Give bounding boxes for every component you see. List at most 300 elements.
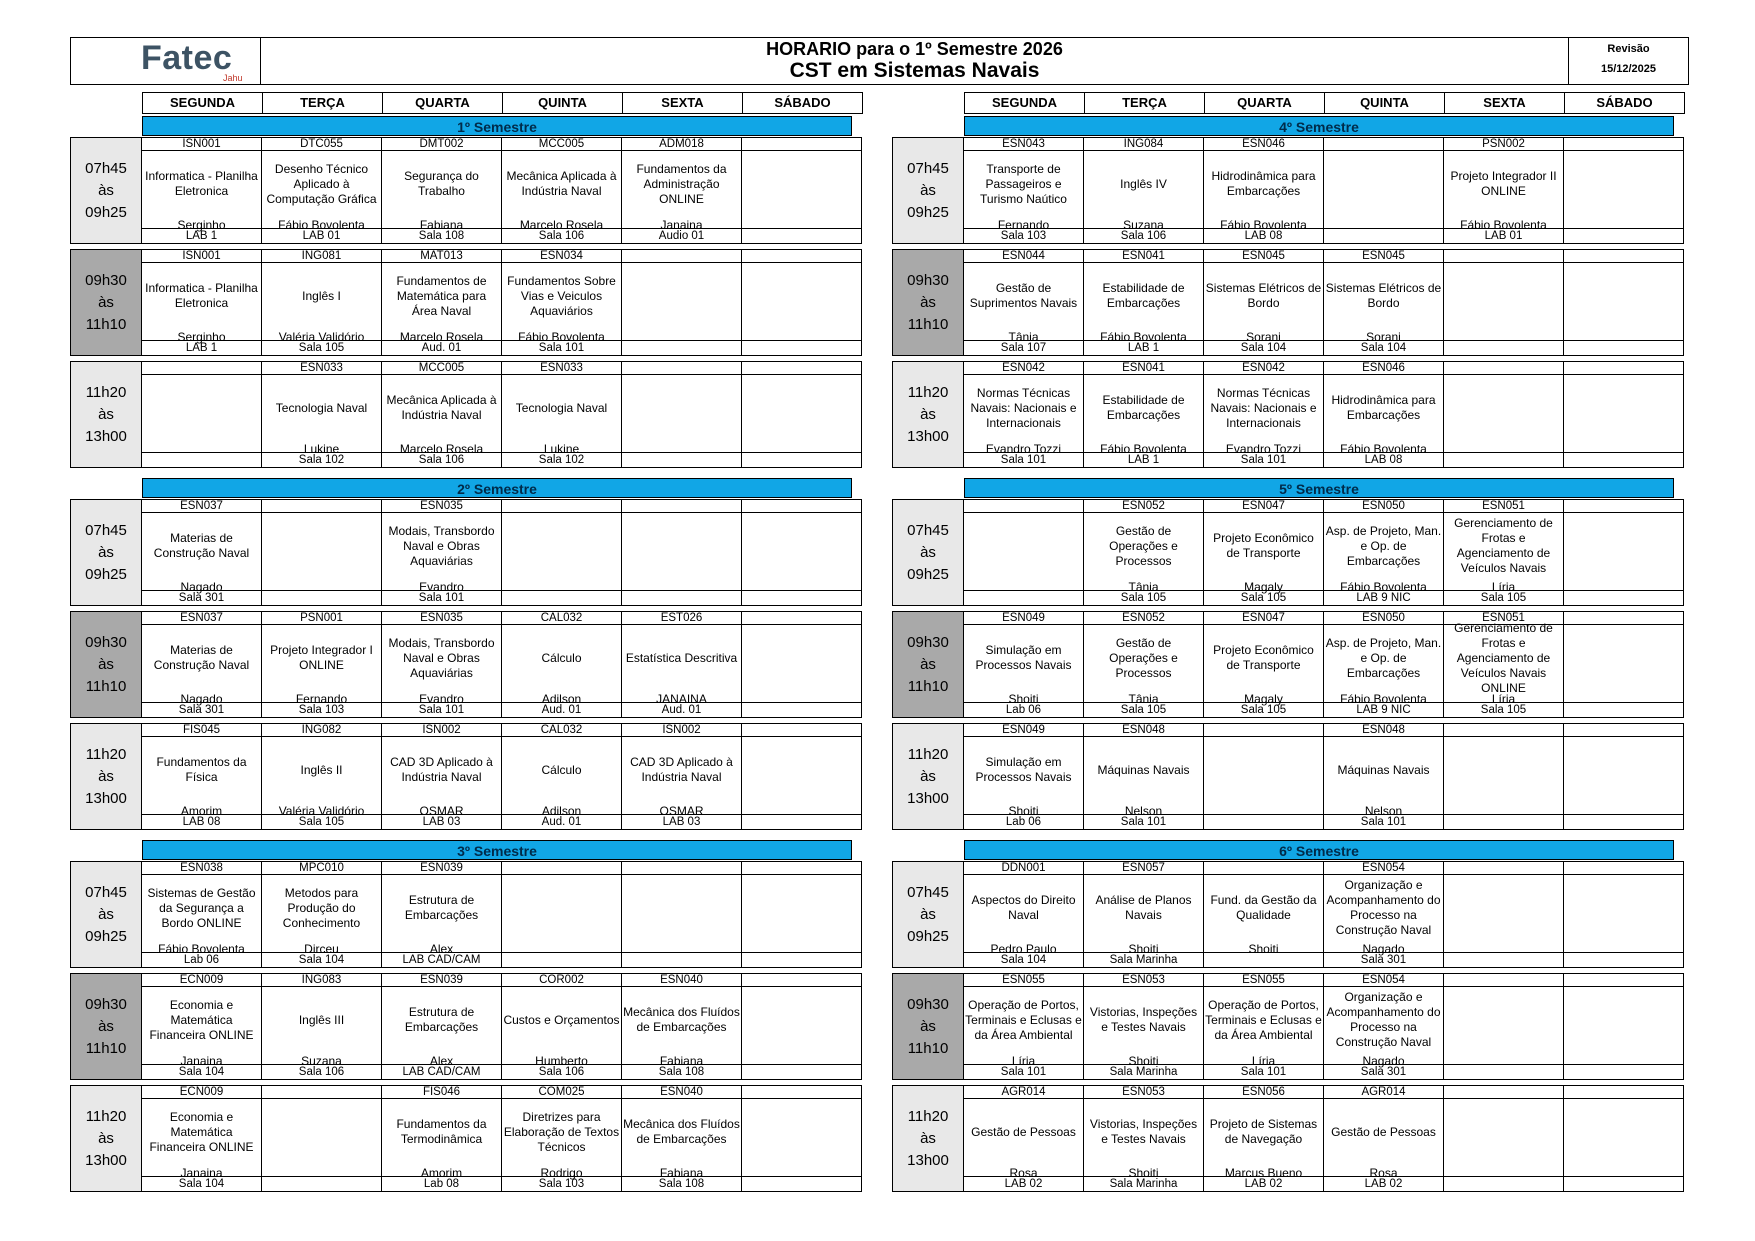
course-code: ING081: [262, 250, 381, 263]
class-cell: [1563, 137, 1684, 244]
course-code: EST026: [622, 612, 741, 625]
room-label: [1444, 1176, 1563, 1191]
professor-name: Marcus Bueno: [1224, 1166, 1303, 1180]
course-name: Materias de Construção Naval: [153, 531, 250, 560]
time-label: [70, 973, 142, 1080]
room-label: Sala 103: [964, 228, 1083, 243]
time-sep: às: [920, 767, 936, 785]
course-code: [1444, 1086, 1563, 1099]
class-grid: [142, 361, 867, 468]
course-code: MCC005: [382, 362, 501, 375]
course-name: [1565, 737, 1682, 803]
time-sep: às: [98, 543, 114, 561]
course-name: Fund. da Gestão da Qualidade: [1210, 893, 1317, 922]
course-code: ESN054: [1324, 862, 1443, 875]
course-name: [1565, 1099, 1682, 1165]
course-code: ESN050: [1324, 612, 1443, 625]
course-name: [743, 263, 860, 329]
time-start: 07h45: [85, 159, 127, 177]
professor-name: Tânia: [1128, 692, 1159, 706]
class-cell: [1443, 249, 1564, 356]
time-end: 09h25: [907, 203, 949, 221]
course-code: ESN048: [1084, 724, 1203, 737]
course-code: ESN035: [382, 500, 501, 513]
class-grid: [964, 137, 1689, 244]
time-slot-row: [892, 973, 1689, 1080]
course-code: ESN052: [1084, 612, 1203, 625]
room-label: Lab 06: [964, 702, 1083, 717]
course-code: ESN043: [964, 138, 1083, 151]
course-name: Inglês II: [300, 762, 343, 777]
course-name: [743, 151, 860, 217]
time-slot-row: [70, 973, 867, 1080]
room-label: Sala 301: [142, 702, 261, 717]
class-cell: [1323, 611, 1444, 718]
course-code: [742, 500, 861, 513]
course-code: ISN002: [382, 724, 501, 737]
course-code: [1324, 138, 1443, 151]
course-code: ESN046: [1324, 362, 1443, 375]
course-code: ESN042: [1204, 362, 1323, 375]
day-header-1: TERÇA: [1084, 92, 1205, 114]
class-cell: [1323, 137, 1444, 244]
class-cell: [381, 973, 502, 1080]
class-cell: [141, 361, 262, 468]
professor-name: Marcelo Rosela: [399, 330, 484, 344]
professor-name: Shoiti: [1008, 692, 1039, 706]
course-name: [263, 513, 380, 579]
professor-name: Marcelo Rosela: [399, 442, 484, 456]
page-title: HORARIO para o 1º Semestre 2026: [766, 39, 1063, 59]
course-name: Normas Técnicas Navais: Nacionais e Internacionais: [1210, 385, 1317, 430]
course-code: ESN037: [142, 612, 261, 625]
course-code: PSN001: [262, 612, 381, 625]
room-label: LAB 02: [964, 1176, 1083, 1191]
room-label: Sala 105: [1204, 702, 1323, 717]
course-name: Cálculo: [541, 762, 582, 777]
professor-name: OSMAR: [419, 804, 464, 818]
class-cell: [621, 973, 742, 1080]
time-end: 11h10: [907, 1039, 949, 1057]
time-sep: às: [920, 905, 936, 923]
course-code: ESN038: [142, 862, 261, 875]
professor-name: Magaly: [1244, 580, 1283, 594]
time-slot-row: [892, 499, 1689, 606]
professor-name: Shoiti: [1008, 804, 1039, 818]
course-name: Gerenciamento de Frotas e Agenciamento de Veículos Navais: [1454, 516, 1553, 575]
course-code: [622, 362, 741, 375]
room-label: LAB 1: [1084, 452, 1203, 467]
course-name: [743, 625, 860, 691]
course-code: MPC010: [262, 862, 381, 875]
room-label: Sala 107: [964, 340, 1083, 355]
room-label: [1324, 228, 1443, 243]
course-name: Gerenciamento de Frotas e Agenciamento de Veículos Navais ONLINE: [1454, 620, 1553, 695]
time-label: [70, 861, 142, 968]
room-label: [1564, 1176, 1683, 1191]
time-slot-row: [70, 361, 867, 468]
room-label: [742, 702, 861, 717]
room-label: [1204, 814, 1323, 829]
course-name: Diretrizes para Elaboração de Textos Técnicos: [503, 1109, 620, 1154]
course-name: [1565, 263, 1682, 329]
class-cell: [261, 973, 382, 1080]
time-slot-row: [70, 723, 867, 830]
professor-name: Valéria Validório: [278, 330, 365, 344]
time-start: 09h30: [85, 271, 127, 289]
course-name: Operação de Portos, Terminais e Eclusas e da Área Ambiental: [965, 997, 1082, 1042]
professor-name: Líria: [1491, 580, 1516, 594]
course-name: Fundamentos de Matemática para Área Naval: [396, 273, 487, 318]
room-label: Sala 104: [142, 1176, 261, 1191]
course-name: Inglês III: [298, 1012, 345, 1027]
course-code: [142, 362, 261, 375]
day-header-4: SEXTA: [1444, 92, 1565, 114]
professor-name: Pedro Paulo: [990, 942, 1057, 956]
class-cell: [1443, 973, 1564, 1080]
course-name: Informatica - Planilha Eletronica: [145, 169, 258, 198]
course-name: Projeto de Sistemas de Navegação: [1209, 1117, 1318, 1146]
course-code: [1564, 862, 1683, 875]
class-cell: [741, 861, 862, 968]
course-code: FIS045: [142, 724, 261, 737]
room-label: Sala Marinha: [1084, 1064, 1203, 1079]
class-grid: [964, 723, 1689, 830]
course-code: [1564, 724, 1683, 737]
class-cell: [501, 973, 622, 1080]
course-name: Segurança do Trabalho: [404, 169, 479, 198]
class-cell: [963, 973, 1084, 1080]
course-name: Projeto Integrador I ONLINE: [270, 643, 373, 672]
course-code: [742, 1086, 861, 1099]
room-label: Sala 106: [382, 452, 501, 467]
time-label: [70, 249, 142, 356]
professor-name: Lukine: [303, 442, 340, 456]
time-start: 09h30: [907, 271, 949, 289]
course-name: Gestão de Operações e Processos: [1109, 523, 1178, 568]
room-label: [502, 590, 621, 605]
class-cell: [1563, 361, 1684, 468]
room-label: LAB 03: [382, 814, 501, 829]
class-grid: [964, 611, 1689, 718]
room-label: Sala 101: [1204, 452, 1323, 467]
class-grid: [964, 1085, 1689, 1192]
class-cell: [141, 137, 262, 244]
course-name: [743, 875, 860, 941]
room-label: [1444, 952, 1563, 967]
course-code: ISN002: [622, 724, 741, 737]
time-slot-row: [892, 611, 1689, 718]
course-name: Economia e Matemática Financeira ONLINE: [149, 1109, 254, 1154]
professor-name: Rosa: [1369, 1166, 1398, 1180]
course-name: Sistemas Elétricos de Bordo: [1325, 281, 1442, 310]
time-slot-row: [892, 249, 1689, 356]
course-name: [1205, 737, 1322, 803]
room-label: [1564, 952, 1683, 967]
course-name: [743, 513, 860, 579]
room-label: [622, 340, 741, 355]
class-cell: [141, 973, 262, 1080]
course-code: ESN033: [262, 362, 381, 375]
course-code: ESN041: [1084, 362, 1203, 375]
course-code: [1444, 362, 1563, 375]
course-name: [1445, 263, 1562, 329]
class-cell: [1323, 249, 1444, 356]
room-label: LAB 02: [1204, 1176, 1323, 1191]
course-name: Normas Técnicas Navais: Nacionais e Internacionais: [970, 385, 1077, 430]
course-name: Gestão de Pessoas: [971, 1124, 1076, 1139]
course-name: Mecânica dos Fluídos de Embarcações: [623, 1117, 740, 1146]
course-name: [623, 263, 740, 329]
room-label: [742, 590, 861, 605]
class-grid: [964, 499, 1689, 606]
class-cell: [381, 249, 502, 356]
room-label: Sala 301: [1324, 1064, 1443, 1079]
time-start: 07h45: [85, 883, 127, 901]
time-label: [892, 361, 964, 468]
professor-name: Fábio Bovolenta: [518, 330, 605, 344]
class-cell: [741, 361, 862, 468]
professor-name: Suzana: [1123, 218, 1164, 232]
time-sep: às: [920, 181, 936, 199]
class-grid: [964, 861, 1689, 968]
professor-name: Fernando: [295, 692, 348, 706]
time-sep: às: [98, 181, 114, 199]
class-cell: [621, 249, 742, 356]
class-grid: [964, 973, 1689, 1080]
course-name: Vistorias, Inspeções e Testes Navais: [1089, 1005, 1198, 1034]
room-label: [742, 814, 861, 829]
class-cell: [261, 861, 382, 968]
class-cell: [1563, 499, 1684, 606]
page-header: [70, 37, 1689, 85]
professor-name: Alex: [429, 1054, 454, 1068]
professor-name: Evandro Tozzi: [985, 442, 1062, 456]
class-cell: [381, 1085, 502, 1192]
room-label: Sala 105: [262, 814, 381, 829]
time-start: 09h30: [85, 633, 127, 651]
time-sep: às: [920, 1017, 936, 1035]
course-code: AGR014: [964, 1086, 1083, 1099]
course-code: [622, 862, 741, 875]
professor-name: Shoiti: [1128, 1166, 1159, 1180]
room-label: Sala 108: [382, 228, 501, 243]
class-cell: [381, 499, 502, 606]
time-start: 07h45: [907, 521, 949, 539]
fatec-logo: [71, 38, 261, 84]
professor-name: Tânia: [1128, 580, 1159, 594]
time-end: 11h10: [85, 677, 127, 695]
course-name: [1565, 625, 1682, 691]
course-code: [622, 500, 741, 513]
class-cell: [621, 611, 742, 718]
class-cell: [741, 499, 862, 606]
time-label: [70, 1085, 142, 1192]
class-cell: [621, 723, 742, 830]
room-label: Aud. 01: [502, 702, 621, 717]
room-label: Sala Marinha: [1084, 1176, 1203, 1191]
time-slot-row: [892, 1085, 1689, 1192]
time-sep: às: [98, 655, 114, 673]
course-code: ESN040: [622, 1086, 741, 1099]
class-cell: [1563, 1085, 1684, 1192]
professor-name: Líria: [1251, 1054, 1276, 1068]
room-label: LAB 9 NIC: [1324, 702, 1443, 717]
room-label: Sala 103: [502, 1176, 621, 1191]
time-end: 13h00: [907, 789, 949, 807]
logo-subtext: Jahu: [223, 73, 243, 83]
course-code: COM025: [502, 1086, 621, 1099]
room-label: [1564, 1064, 1683, 1079]
course-name: Inglês I: [302, 288, 341, 303]
semester-banner: 5º Semestre: [964, 478, 1674, 498]
course-name: Projeto Econômico de Transporte: [1213, 643, 1314, 672]
class-cell: [1323, 973, 1444, 1080]
room-label: Aud. 01: [622, 702, 741, 717]
professor-name: Fábio Bovolenta: [1100, 330, 1187, 344]
time-slot-row: [70, 1085, 867, 1192]
course-code: ECN009: [142, 1086, 261, 1099]
course-name: Tecnologia Naval: [275, 400, 368, 415]
course-code: ING082: [262, 724, 381, 737]
room-label: Sala 101: [502, 340, 621, 355]
course-name: Estabilidade de Embarcações: [1102, 281, 1185, 310]
class-cell: [381, 861, 502, 968]
class-grid: [142, 973, 867, 1080]
course-code: ESN039: [382, 974, 501, 987]
room-label: [622, 590, 741, 605]
time-label: [892, 723, 964, 830]
professor-name: Sorani: [1246, 330, 1281, 344]
room-label: [622, 452, 741, 467]
room-label: Sala 103: [262, 702, 381, 717]
class-cell: [741, 1085, 862, 1192]
time-label: [892, 611, 964, 718]
day-header-row: [964, 92, 1685, 114]
class-grid: [142, 1085, 867, 1192]
professor-name: Janaina: [180, 1054, 223, 1068]
room-label: [742, 1064, 861, 1079]
room-label: Sala 106: [1084, 228, 1203, 243]
course-name: [623, 875, 740, 941]
class-cell: [963, 723, 1084, 830]
class-cell: [1083, 611, 1204, 718]
professor-name: Fábio Bovolenta: [278, 218, 365, 232]
course-code: ESN053: [1084, 974, 1203, 987]
day-header-2: QUARTA: [382, 92, 503, 114]
course-code: ISN001: [142, 250, 261, 263]
course-code: [1564, 362, 1683, 375]
course-name: Materias de Construção Naval: [153, 643, 250, 672]
course-name: Fundamentos da Física: [156, 755, 247, 784]
class-cell: [501, 137, 622, 244]
class-cell: [621, 861, 742, 968]
time-slot-row: [70, 861, 867, 968]
course-code: [742, 250, 861, 263]
professor-name: Humberto: [535, 1054, 588, 1068]
professor-name: Fábio Bovolenta: [1100, 442, 1187, 456]
course-name: Estabilidade de Embarcações: [1102, 393, 1185, 422]
course-code: ESN047: [1204, 500, 1323, 513]
course-name: Transporte de Passageiros e Turismo Naútico: [980, 161, 1067, 206]
class-cell: [1443, 499, 1564, 606]
day-header-row: [142, 92, 863, 114]
time-label: [892, 137, 964, 244]
course-code: AGR014: [1324, 1086, 1443, 1099]
room-label: Aud. 01: [502, 814, 621, 829]
room-label: Audio 01: [622, 228, 741, 243]
professor-name: Fabiana: [659, 1054, 704, 1068]
class-cell: [501, 611, 622, 718]
class-cell: [1563, 861, 1684, 968]
course-name: [743, 1099, 860, 1165]
course-code: [1564, 250, 1683, 263]
course-name: Modais, Transbordo Naval e Obras Aquaviárias: [388, 635, 495, 680]
course-name: Estatística Descritiva: [625, 650, 738, 665]
course-name: Mecânica Aplicada à Indústria Naval: [506, 169, 617, 198]
course-code: [742, 724, 861, 737]
course-code: DDN001: [964, 862, 1083, 875]
room-label: Sala 105: [1084, 590, 1203, 605]
room-label: [1444, 340, 1563, 355]
semester-banner: 3º Semestre: [142, 840, 852, 860]
time-end: 11h10: [907, 677, 949, 695]
class-cell: [963, 499, 1084, 606]
course-code: ESN046: [1204, 138, 1323, 151]
room-label: Sala 101: [1324, 814, 1443, 829]
time-slot-row: [70, 499, 867, 606]
course-code: [1444, 724, 1563, 737]
class-cell: [1323, 1085, 1444, 1192]
course-code: ESN056: [1204, 1086, 1323, 1099]
time-sep: às: [920, 405, 936, 423]
room-label: [1564, 228, 1683, 243]
professor-name: Líria: [1011, 1054, 1036, 1068]
course-code: ESN048: [1324, 724, 1443, 737]
class-cell: [1443, 723, 1564, 830]
class-cell: [141, 1085, 262, 1192]
professor-name: Fábio Bovolenta: [1220, 218, 1307, 232]
time-start: 07h45: [907, 883, 949, 901]
day-header-0: SEGUNDA: [142, 92, 263, 114]
course-name: Asp. de Projeto, Man. e Op. de Embarcações: [1325, 523, 1442, 568]
course-name: Mecânica dos Fluídos de Embarcações: [623, 1005, 740, 1034]
course-name: Projeto Integrador II ONLINE: [1450, 169, 1557, 198]
time-slot-row: [892, 723, 1689, 830]
course-code: CAL032: [502, 724, 621, 737]
professor-name: Suzana: [301, 1054, 342, 1068]
course-code: ESN037: [142, 500, 261, 513]
class-cell: [741, 611, 862, 718]
course-name: [263, 1099, 380, 1165]
room-label: Sala 105: [1444, 590, 1563, 605]
course-name: Hidrodinâmica para Embarcações: [1211, 169, 1316, 198]
room-label: [502, 952, 621, 967]
room-label: Sala 101: [382, 702, 501, 717]
class-cell: [1083, 249, 1204, 356]
course-name: Hidrodinâmica para Embarcações: [1331, 393, 1436, 422]
time-label: [892, 499, 964, 606]
professor-name: Líria: [1491, 692, 1516, 706]
time-end: 13h00: [907, 1151, 949, 1169]
class-cell: [741, 137, 862, 244]
room-label: LAB CAD/CAM: [382, 1064, 501, 1079]
room-label: Sala 104: [964, 952, 1083, 967]
class-cell: [501, 499, 622, 606]
time-label: [70, 611, 142, 718]
professor-name: Nagado: [180, 580, 223, 594]
class-cell: [261, 249, 382, 356]
